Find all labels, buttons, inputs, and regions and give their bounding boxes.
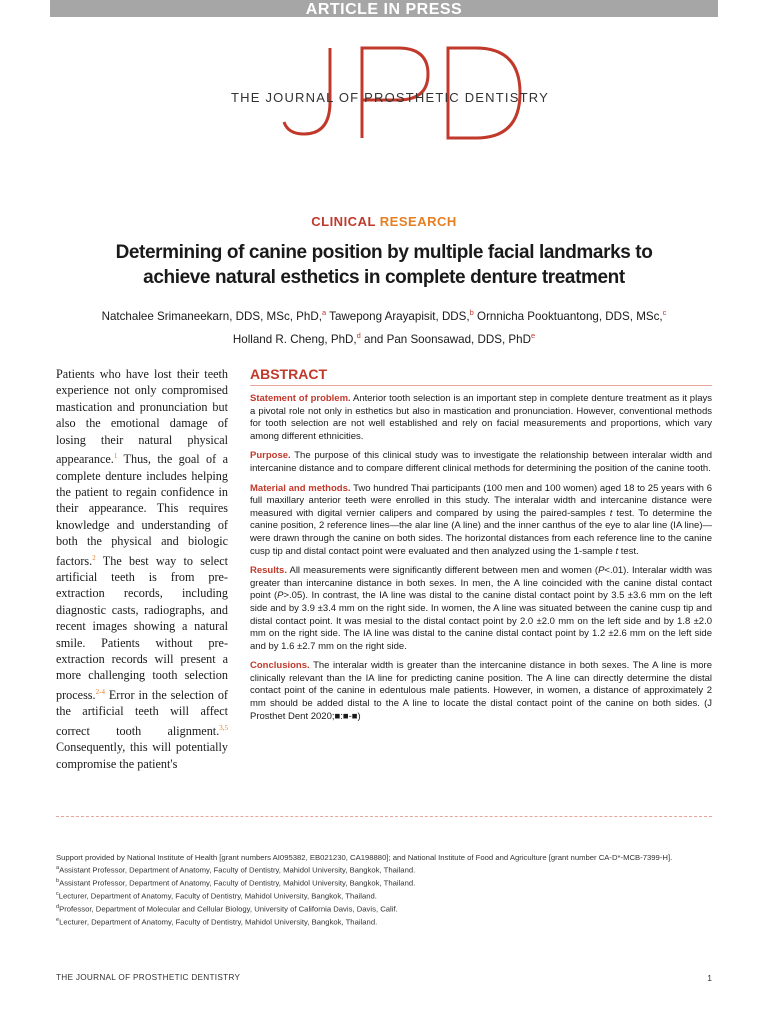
abstract-text: The purpose of this clinical study was to investigate the relationship between interalar width and intercanine distance and to compare different clinical methods for determining the position of the canine tooth. [250,450,712,474]
funding-note: Support provided by National Institute of Health [grant numbers AI095382, EB021230, CA198880]; and National Institute of Food and Agriculture [grant number CA-D*-MCB-7399-H]. [56,853,673,862]
abstract-text: test. To determine the canine position, 2 reference lines—the alar line (A line) and the inner canthus of the eye to alar line (IA line)—were drawn through the canine on both sides. The horizontal distances from each reference line to the canine cusp tip and distal contact point were evaluated and then analyzed using the 1-sample [250,507,713,557]
affiliation-text: Professor, Department of Molecular and Cellular Biology, University of California Davis, Davis, Calif. [59,904,398,914]
citation-link[interactable]: 2 [92,553,96,562]
author-name: Holland R. Cheng, PhD, [232,332,357,346]
author-name: Ornnicha Pooktuantong, DDS, MSc, [477,309,663,323]
affiliation-mark: a [56,865,60,872]
intro-sentence: Thus, the goal of a complete denture includes helping the patient to regain confidence in their appearance. This requires knowledge and understanding of both the physical and biologic factors. [56,452,228,568]
introduction-text [56,366,228,772]
abstract-results [250,565,712,653]
affiliation-mark: d [56,904,60,911]
author-conjunction: and [364,332,384,346]
article-title [60,240,708,290]
abstract-text: <.01). Interalar width was greater than intercanine distance in both sexes. In men, the A line coincided with the canine distal contact point ( [250,565,712,602]
affiliation-text: Assistant Professor, Department of Anatomy, Faculty of Dentistry, Mahidol University, Bangkok, Thailand. [59,878,416,888]
abstract-text: Two hundred Thai participants (100 men and 100 women) aged 18 to 25 years with 6 full maxillary anterior teeth were enrolled in this study. The interalar width and intercanine distance were measured with digital vernier calipers and compared by using the paired-samples [250,482,712,519]
affiliation-text: Assistant Professor, Department of Anatomy, Faculty of Dentistry, Mahidol University, Bangkok, Thailand. [59,865,416,875]
affiliation-mark: e [56,917,60,924]
page-number: 1 [707,973,712,983]
abstract-section [250,366,712,723]
footnote-divider [56,816,712,817]
abstract-purpose [250,450,712,475]
affiliation-text: Lecturer, Department of Anatomy, Faculty of Dentistry, Mahidol University, Bangkok, Thailand. [58,891,377,901]
intro-sentence: Patients who have lost their teeth experience not only compromised mastication and pronunciation but also the emotional damage of losing their natural physical appearance. [56,367,228,467]
abstract-label: Results. [250,565,287,577]
affiliation-note [56,915,712,928]
intro-sentence: Consequently, this will potentially compromise the patient's [56,740,228,771]
abstract-statement-of-problem [250,393,712,443]
abstract-text: Anterior tooth selection is an important step in complete denture treatment as it plays a pivotal role not only in esthetics but also in mastication and pronunciation. However, conventional methods for tooth selection are not well established and rely on facial measurements and proportions, which vary among different ethnicities. [250,393,712,442]
title-line-2: achieve natural esthetics in complete denture treatment [143,267,625,288]
citation-link[interactable]: 1 [113,452,118,461]
author-name: Pan Soonsawad, DDS, PhD [386,332,531,346]
footer-journal-name: THE JOURNAL OF PROSTHETIC DENTISTRY [56,973,241,982]
title-line-1: Determining of canine position by multiple facial landmarks to [115,242,653,263]
intro-sentence: Error in the selection of the artificial teeth will affect correct tooth alignment. [56,687,228,738]
affiliation-note [56,889,712,902]
citation-link[interactable]: 2-4 [95,687,105,696]
abstract-text: The interalar width is greater than the intercanine distance in both sexes. The A line is more clinically relevant than the IA line for predicting canine position. The A line can directly determine the distal contact point of the canine in edentulous male patients. However, in women, a distance of approximately 2 mm should be added distal to the A line to locate the distal contact point of the canine on both sides. (J Prosthet Dent 2020;■:■-■) [250,660,712,722]
journal-logo [230,42,550,144]
abstract-text: >.05). In contrast, the IA line was distal to the canine distal contact point by 3.5 ±3.6 mm on the left side and by 3.9 ±3.4 mm on the right side. In women, the A line was situated between the canine cusp tip and distal contact point. It was mesial to the distal contact point by 2.0 ±2.0 mm on the left side and by 1.8 ±2.0 mm on the right side. The IA line was distal to the canine distal contact point by 1.2 ±2.6 mm on the left side and by 1.6 ±2.7 mm on the right side. [250,590,713,652]
section-label-clinical: CLINICAL [311,214,376,229]
abstract-italic: t [615,545,619,557]
abstract-label: Material and methods. [250,482,351,494]
affiliation-note [56,863,712,876]
abstract-label: Statement of problem. [250,393,351,404]
footnotes [56,852,712,928]
author-affiliation-mark: d [356,330,361,340]
author-affiliation-mark: b [469,308,474,317]
abstract-text: test. [618,545,639,557]
affiliation-mark: b [56,878,60,885]
intro-sentence: The best way to select artificial teeth is from pre-extraction records, including diagnostic casts, radiographs, and recent images showing a natural smile. Patients without pre-extraction records will present a more challenging tooth selection process. [56,553,228,702]
author-list [40,303,728,349]
article-in-press-banner: ARTICLE IN PRESS [50,0,718,17]
affiliation-note [56,876,712,889]
abstract-heading: ABSTRACT [250,366,712,386]
citation-link[interactable]: 3,5 [219,723,228,732]
abstract-text: All measurements were significantly different between men and women ( [286,565,599,577]
journal-name: THE JOURNAL OF PROSTHETIC DENTISTRY [231,90,549,105]
abstract-label: Conclusions. [250,660,310,672]
abstract-conclusions [250,660,712,723]
author-name: Tawepong Arayapisit, DDS, [329,309,470,323]
abstract-italic: P [277,590,284,602]
abstract-methods [250,483,712,559]
abstract-italic: t [609,507,613,519]
author-affiliation-mark: a [321,308,327,317]
abstract-label: Purpose. [250,450,291,462]
author-affiliation-mark: c [662,308,667,317]
author-name: Natchalee Srimaneekarn, DDS, MSc, PhD, [101,309,322,323]
abstract-italic: P [598,565,605,577]
affiliation-note [56,902,712,915]
section-label [0,214,768,229]
affiliation-mark: c [56,891,59,898]
affiliation-text: Lecturer, Department of Anatomy, Faculty of Dentistry, Mahidol University, Bangkok, Thailand. [59,917,378,927]
author-affiliation-mark: e [530,330,536,340]
section-label-research: RESEARCH [379,214,457,229]
